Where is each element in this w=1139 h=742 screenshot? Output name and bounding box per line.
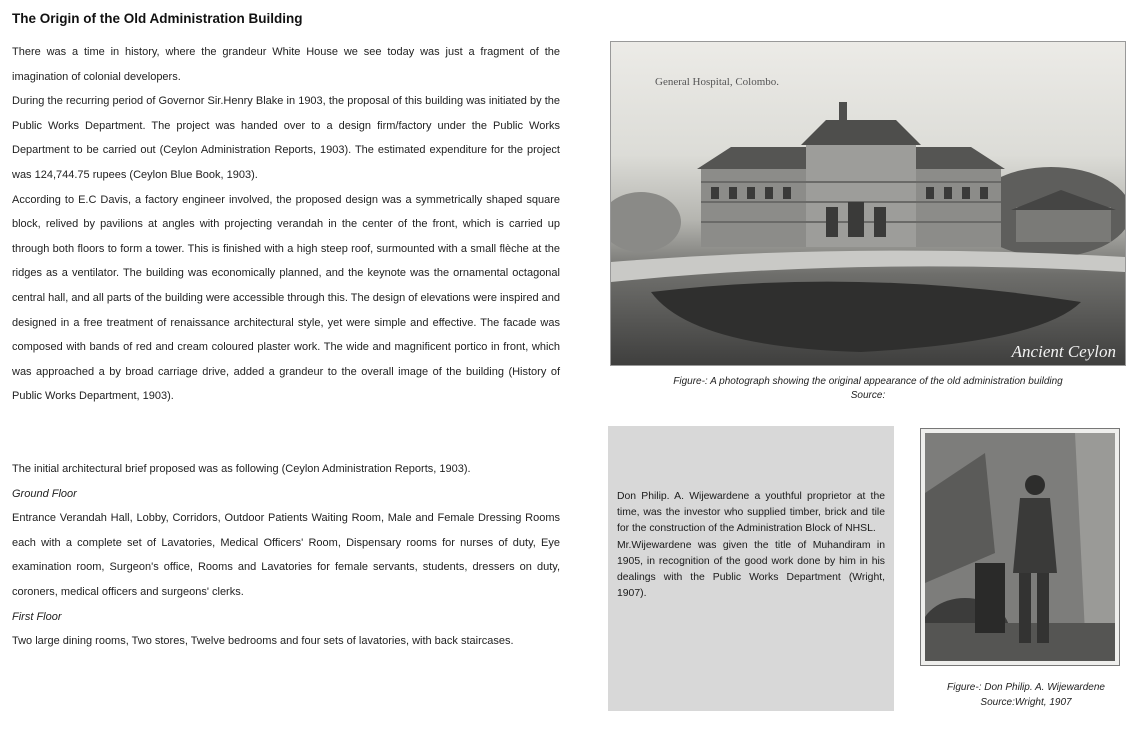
history-text-column	[12, 40, 560, 409]
paragraph-intro: There was a time in history, where the grandeur White House we see today was just a fragment of the imagination of colonial developers.	[12, 46, 560, 83]
ground-floor-text: Entrance Verandah Hall, Lobby, Corridors, Outdoor Patients Waiting Room, Male and Female Dressing Rooms each with a complete set of Lavatories, Medical Officers' Room, Dispensary rooms for nurses of duty, Eye examination room, Surgeon's office, Rooms and Lavatories for female servants, students, dressers on duty, coroners, medical officers and surgeons' clerks.	[12, 512, 560, 598]
hospital-photograph	[610, 41, 1126, 366]
figure2-caption-source: Source:Wright, 1907	[980, 696, 1072, 708]
info-paragraph-title: Mr.Wijewardene was given the title of Muhandiram in 1905, in recognition of the good work done by him in his dealings with the Public Works Department (Wright, 1907).	[617, 539, 885, 600]
figure1-caption-source: Source:	[850, 390, 886, 401]
first-floor-heading: First Floor	[12, 610, 62, 623]
brief-intro: The initial architectural brief proposed was as following (Ceylon Administration Reports, 1903).	[12, 463, 471, 475]
figure2-caption	[924, 681, 1128, 710]
figure2-caption-title: Figure-: Don Philip. A. Wijewardene	[947, 682, 1105, 693]
figure1-caption-title: Figure-: A photograph showing the original appearance of the old administration building	[673, 376, 1063, 387]
figure1-caption	[618, 375, 1118, 403]
portrait-photograph	[920, 428, 1120, 666]
page-title: The Origin of the Old Administration Building	[12, 11, 303, 26]
info-box-text	[617, 489, 885, 602]
brief-text-column	[12, 457, 560, 654]
paragraph-proposal: During the recurring period of Governor Sir.Henry Blake in 1903, the proposal of this building was initiated by the Public Works Department. The project was handed over to a design firm/factory under the Public Works Department to be carried out (Ceylon Administration Reports, 1903). The estimated expenditure for the project was 124,744.75 rupees (Ceylon Blue Book, 1903).	[12, 95, 560, 181]
photo-label: General Hospital, Colombo.	[655, 76, 780, 88]
ground-floor-heading: Ground Floor	[12, 487, 77, 500]
photo-watermark: Ancient Ceylon	[1011, 342, 1116, 361]
paragraph-design: According to E.C Davis, a factory engineer involved, the proposed design was a symmetrically shaped square block, relived by pavilions at angles with projecting verandah in the center of the front, which is carried up through both floors to form a tower. This is finished with a high steep roof, surmounted with a small flèche at the ridges as a ventilator. The building was economically planned, and the keynote was the ornamental octagonal central hall, and all parts of the building were accessible through this. The design of elevations were inspired and designed in a free treatment of renaissance architectural style, yet were simple and effective. The facade was composed with bands of red and cream coloured plaster work. The wide and magnificent portico in front, which was approached a by broad carriage drive, added a grandeur to the overall image of the building (History of Public Works Department, 1903).	[12, 193, 560, 403]
first-floor-text: Two large dining rooms, Two stores, Twelve bedrooms and four sets of lavatories, with back staircases.	[12, 635, 514, 648]
info-paragraph-investor: Don Philip. A. Wijewardene a youthful proprietor at the time, was the investor who supplied timber, brick and tile for the construction of the Administration Block of NHSL.	[617, 491, 885, 535]
